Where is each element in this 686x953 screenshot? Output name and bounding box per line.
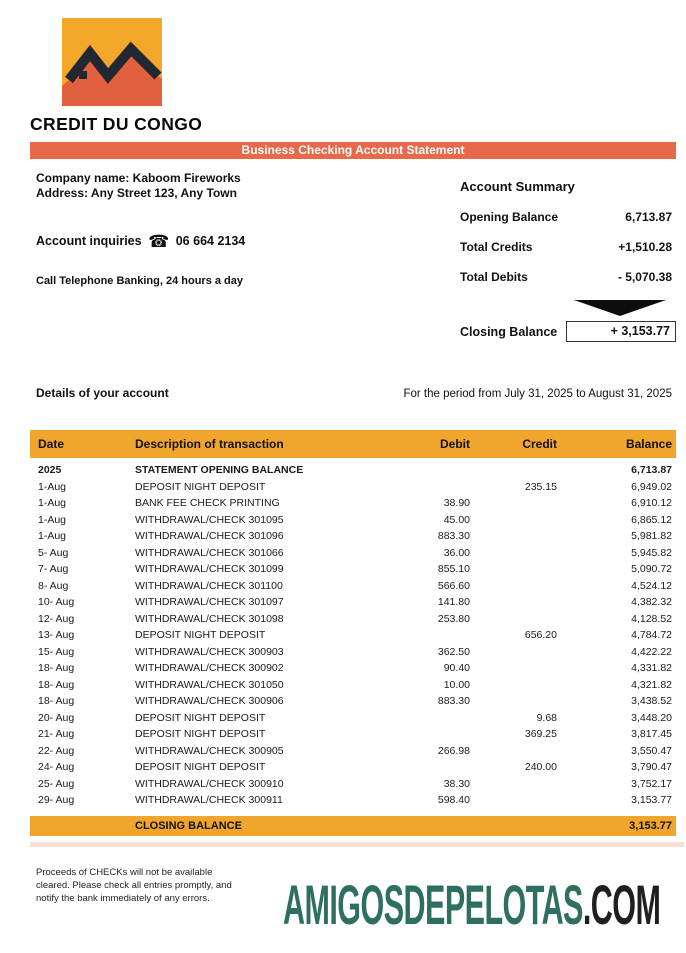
row-description: WITHDRAWAL/CHECK 301097 xyxy=(135,596,284,609)
row-date: 21- Aug xyxy=(38,728,75,741)
total-debits-label: Total Debits xyxy=(460,270,528,284)
row-date: 25- Aug xyxy=(38,777,75,790)
bank-logo-block xyxy=(30,18,202,135)
row-date: 22- Aug xyxy=(38,744,75,757)
telephone-banking-line: Call Telephone Banking, 24 hours a day xyxy=(36,275,244,287)
row-balance: 4,422.22 xyxy=(631,645,672,658)
row-description: WITHDRAWAL/CHECK 300902 xyxy=(135,662,284,675)
row-balance: 6,713.87 xyxy=(631,464,672,477)
row-credit: 9.68 xyxy=(536,711,557,724)
row-date: 1-Aug xyxy=(38,497,67,510)
row-date: 7- Aug xyxy=(38,563,69,576)
row-credit: 369.25 xyxy=(524,728,557,741)
row-date: 1-Aug xyxy=(38,480,67,493)
column-header-date: Date xyxy=(38,437,65,451)
details-heading: Details of your account xyxy=(36,386,169,400)
row-debit: 266.98 xyxy=(437,744,470,757)
watermark-secondary-text: .COM xyxy=(582,873,661,936)
row-description: WITHDRAWAL/CHECK 300911 xyxy=(135,794,283,807)
row-date: 24- Aug xyxy=(38,761,75,774)
footer-note-line: Proceeds of CHECKs will not be available xyxy=(36,867,213,878)
closing-balance-table-row xyxy=(30,816,676,836)
table-row xyxy=(30,462,676,479)
total-credits-value: +1,510.28 xyxy=(618,240,672,254)
table-row xyxy=(30,759,676,776)
row-date: 18- Aug xyxy=(38,678,75,691)
row-date: 8- Aug xyxy=(38,579,69,592)
row-date: 1-Aug xyxy=(38,513,67,526)
footer-note xyxy=(36,866,266,905)
row-balance: 6,910.12 xyxy=(631,497,672,510)
table-row xyxy=(30,644,676,661)
row-debit: 883.30 xyxy=(437,530,470,543)
table-row xyxy=(30,479,676,496)
company-name-line: Company name: Kaboom Fireworks xyxy=(36,171,241,185)
row-debit: 566.60 xyxy=(437,579,470,592)
row-description: WITHDRAWAL/CHECK 301100 xyxy=(135,579,283,592)
column-header-credit: Credit xyxy=(522,437,557,451)
row-balance: 4,382.32 xyxy=(631,596,672,609)
row-debit: 141.80 xyxy=(437,596,470,609)
closing-row-balance: 3,153.77 xyxy=(629,819,672,832)
row-description: WITHDRAWAL/CHECK 300906 xyxy=(135,695,284,708)
row-debit: 45.00 xyxy=(443,513,470,526)
table-header-row xyxy=(30,430,676,458)
row-debit: 855.10 xyxy=(437,563,470,576)
row-credit: 235.15 xyxy=(524,480,557,493)
row-date: 13- Aug xyxy=(38,629,75,642)
closing-balance-label: Closing Balance xyxy=(460,324,558,339)
closing-balance-value: + 3,153.77 xyxy=(566,321,676,342)
row-description: WITHDRAWAL/CHECK 301066 xyxy=(135,546,284,559)
row-balance: 5,981.82 xyxy=(631,530,672,543)
total-debits-value: - 5,070.38 xyxy=(617,270,672,284)
statement-period: For the period from July 31, 2025 to August 31, 2025 xyxy=(403,388,672,400)
row-date: 10- Aug xyxy=(38,596,75,609)
total-credits-label: Total Credits xyxy=(460,240,533,254)
table-row xyxy=(30,611,676,628)
bank-name: CREDIT DU CONGO xyxy=(30,114,203,134)
table-row xyxy=(30,594,676,611)
row-debit: 253.80 xyxy=(437,612,470,625)
watermark-logo xyxy=(283,872,660,937)
row-balance: 4,321.82 xyxy=(631,678,672,691)
table-body xyxy=(30,462,676,809)
company-info xyxy=(36,171,416,287)
row-date: 18- Aug xyxy=(38,662,75,675)
account-inquiries-label: Account inquiries xyxy=(36,234,142,248)
footer-note-line: cleared. Please check all entries promptly, and xyxy=(36,880,232,892)
company-address-line: Address: Any Street 123, Any Town xyxy=(36,186,237,200)
row-description: WITHDRAWAL/CHECK 301096 xyxy=(135,530,284,543)
row-balance: 3,448.20 xyxy=(631,711,672,724)
row-description: WITHDRAWAL/CHECK 300910 xyxy=(135,777,284,790)
row-date: 1-Aug xyxy=(38,530,67,543)
row-balance: 3,817.45 xyxy=(631,728,672,741)
row-description: STATEMENT OPENING BALANCE xyxy=(135,464,304,477)
statement-title-bar: Business Checking Account Statement xyxy=(30,142,676,159)
row-debit: 38.30 xyxy=(443,777,470,790)
row-description: WITHDRAWAL/CHECK 301095 xyxy=(135,513,284,526)
row-balance: 5,945.82 xyxy=(631,546,672,559)
row-balance: 3,438.52 xyxy=(631,695,672,708)
row-debit: 36.00 xyxy=(443,546,470,559)
table-row xyxy=(30,710,676,727)
row-balance: 4,331.82 xyxy=(631,662,672,675)
row-description: DEPOSIT NIGHT DEPOSIT xyxy=(135,629,266,642)
row-date: 2025 xyxy=(38,464,62,477)
opening-balance-value: 6,713.87 xyxy=(625,210,672,224)
closing-balance-row xyxy=(460,321,676,342)
table-row xyxy=(30,693,676,710)
transactions-table xyxy=(30,430,676,847)
row-description: DEPOSIT NIGHT DEPOSIT xyxy=(135,711,266,724)
bank-logo-icon xyxy=(62,18,162,106)
details-header-row xyxy=(30,386,676,400)
row-credit: 240.00 xyxy=(524,761,557,774)
row-debit: 38.90 xyxy=(443,497,470,510)
account-inquiries-line xyxy=(36,232,416,252)
row-debit: 10.00 xyxy=(443,678,470,691)
row-balance: 5,090.72 xyxy=(631,563,672,576)
phone-number: 06 664 2134 xyxy=(175,234,246,248)
table-row xyxy=(30,677,676,694)
column-header-balance: Balance xyxy=(625,437,672,451)
account-summary xyxy=(460,179,676,342)
row-date: 18- Aug xyxy=(38,695,75,708)
row-description: WITHDRAWAL/CHECK 301050 xyxy=(135,678,284,691)
row-balance: 3,153.77 xyxy=(631,794,672,807)
phone-icon: ☎ xyxy=(148,232,170,251)
footer-note-line: notify the bank immediately of any errors. xyxy=(36,893,210,905)
table-row xyxy=(30,561,676,578)
row-balance: 6,865.12 xyxy=(631,513,672,526)
table-row xyxy=(30,776,676,793)
table-row xyxy=(30,743,676,760)
row-description: DEPOSIT NIGHT DEPOSIT xyxy=(135,761,266,774)
row-debit: 90.40 xyxy=(443,662,470,675)
table-row xyxy=(30,495,676,512)
column-header-description: Description of transaction xyxy=(135,437,284,451)
row-balance: 4,524.12 xyxy=(631,579,672,592)
row-balance: 3,550.47 xyxy=(631,744,672,757)
opening-balance-label: Opening Balance xyxy=(460,210,559,224)
table-row xyxy=(30,660,676,677)
row-description: WITHDRAWAL/CHECK 300905 xyxy=(135,744,284,757)
down-arrow-icon xyxy=(574,300,666,316)
closing-row-description: CLOSING BALANCE xyxy=(135,819,242,832)
table-row xyxy=(30,512,676,529)
row-balance: 4,128.52 xyxy=(631,612,672,625)
row-debit: 598.40 xyxy=(437,794,470,807)
total-debits-row xyxy=(460,270,676,284)
row-date: 12- Aug xyxy=(38,612,75,625)
row-description: WITHDRAWAL/CHECK 301099 xyxy=(135,563,284,576)
table-row xyxy=(30,792,676,809)
row-balance: 6,949.02 xyxy=(631,480,672,493)
row-description: DEPOSIT NIGHT DEPOSIT xyxy=(135,728,266,741)
row-description: WITHDRAWAL/CHECK 301098 xyxy=(135,612,284,625)
row-date: 5- Aug xyxy=(38,546,69,559)
row-description: DEPOSIT NIGHT DEPOSIT xyxy=(135,480,266,493)
row-balance: 3,790.47 xyxy=(631,761,672,774)
table-row xyxy=(30,528,676,545)
column-header-debit: Debit xyxy=(440,437,470,451)
watermark-primary-text: AMIGOSDEPELOTAS xyxy=(283,873,583,936)
table-row xyxy=(30,545,676,562)
row-description: BANK FEE CHECK PRINTING xyxy=(135,497,280,510)
account-summary-title: Account Summary xyxy=(460,179,575,194)
row-balance: 4,784.72 xyxy=(631,629,672,642)
total-credits-row xyxy=(460,240,676,254)
table-row xyxy=(30,578,676,595)
opening-balance-row xyxy=(460,210,676,224)
row-date: 20- Aug xyxy=(38,711,75,724)
row-debit: 883.30 xyxy=(437,695,470,708)
row-balance: 3,752.17 xyxy=(631,777,672,790)
footer-divider xyxy=(30,842,684,847)
table-row xyxy=(30,627,676,644)
table-row xyxy=(30,726,676,743)
row-debit: 362.50 xyxy=(437,645,470,658)
row-description: WITHDRAWAL/CHECK 300903 xyxy=(135,645,284,658)
row-date: 29- Aug xyxy=(38,794,75,807)
row-credit: 656.20 xyxy=(524,629,557,642)
row-date: 15- Aug xyxy=(38,645,75,658)
